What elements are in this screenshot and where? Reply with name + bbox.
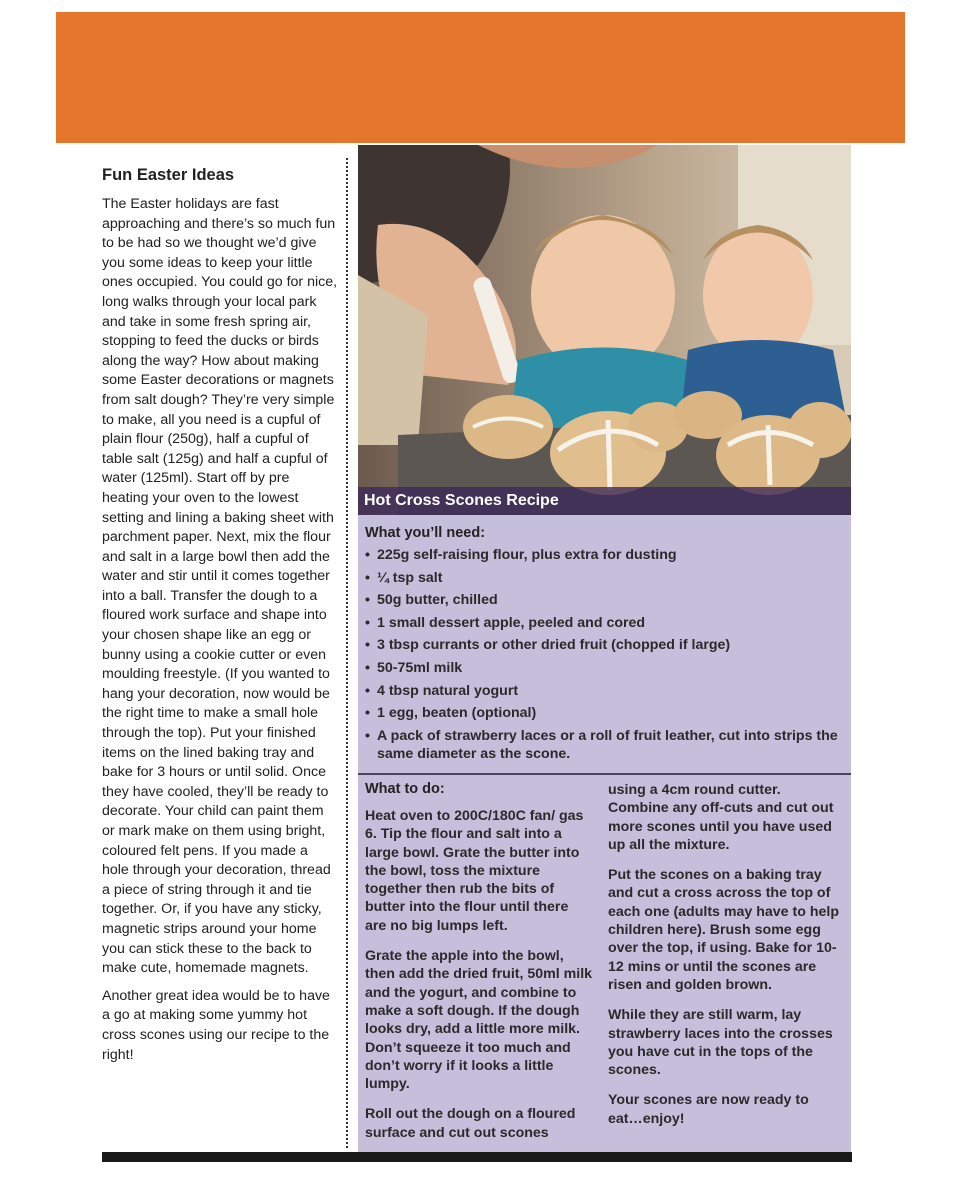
method-step: Heat oven to 200C/180C fan/ gas 6. Tip the flour and salt into a large bowl. Grate the butter into the bowl, toss the mixture together then rub the bits of butter into the flour until there are no big lumps left.: [365, 808, 584, 934]
recipe-title: Hot Cross Scones Recipe: [364, 492, 559, 509]
method-step: While they are still warm, lay strawberry laces into the crosses you have cut in the tops of the scones.: [608, 1007, 833, 1079]
recipe-box: [358, 515, 851, 1152]
method-step: Your scones are now ready to eat…enjoy!: [608, 1092, 809, 1127]
article-paragraph-closing: Another great idea would be to have a go at making some yummy hot cross scones using our recipe to the right!: [102, 987, 330, 1063]
method-step: Grate the apple into the bowl, then add the dried fruit, 50ml milk and the yogurt, and combine to make a soft dough. If the dough looks dry, add a little more milk. Don’t squeeze it too much and don’t worry if it looks a little lumpy.: [365, 948, 593, 1093]
method-step: Roll out the dough on a floured surface and cut out scones: [365, 1106, 576, 1141]
recipe-title-bar: [358, 487, 851, 515]
section-divider: [358, 773, 851, 775]
baking-photo-illustration: [358, 145, 851, 515]
ingredients-section: [365, 525, 843, 767]
article-column: [102, 166, 338, 1073]
method-step: using a 4cm round cutter. Combine any off-cuts and cut out more scones until you have used up all the mixture.: [608, 782, 834, 853]
method-column-left: [365, 781, 593, 1154]
header-banner: [56, 12, 905, 143]
ingredient-item: • 4 tbsp natural yogurt: [365, 682, 843, 700]
ingredient-item: • A pack of strawberry laces or a roll of fruit leather, cut into strips the same diameter as the scone.: [365, 727, 843, 763]
ingredients-list: [365, 546, 843, 763]
ingredient-item: • 50g butter, chilled: [365, 591, 843, 609]
baking-photo: [358, 145, 851, 515]
ingredient-item: • ¼ tsp salt: [365, 569, 843, 587]
ingredient-item: • 1 small dessert apple, peeled and cored: [365, 614, 843, 632]
ingredient-item: • 50-75ml milk: [365, 659, 843, 677]
ingredient-item: • 1 egg, beaten (optional): [365, 704, 843, 722]
method-heading: What to do:: [365, 781, 445, 797]
method-column-right: [608, 781, 844, 1140]
column-divider: [346, 158, 348, 1148]
ingredient-item: • 3 tbsp currants or other dried fruit (chopped if large): [365, 636, 843, 654]
article-title: Fun Easter Ideas: [102, 166, 235, 184]
ingredients-heading: What you’ll need:: [365, 525, 486, 541]
footer-bar: [102, 1152, 852, 1162]
ingredient-item: • 225g self-raising flour, plus extra for dusting: [365, 546, 843, 564]
article-paragraph: The Easter holidays are fast approaching and there’s so much fun to be had so we thought we’d give you some ideas to keep your little ones occupied. You could go for nice, long walks through your local park and take in some fresh spring air, stopping to feed the ducks or birds along the way? How about making some Easter decorations or magnets from salt dough? They’re very simple to make, all you need is a cupful of plain flour (250g), half a cupful of table salt (125g) and half a cupful of water (125ml). Start off by pre heating your oven to the lowest setting and lining a baking sheet with parchment paper. Next, mix the flour and salt in a large bowl then add the water and stir until it comes together into a ball. Transfer the dough to a floured work surface and shape into your chosen shape like an egg or bunny using a cookie cutter or even moulding freestyle. (If you wanted to hang your decoration, now would be the right time to make a small hole through the top). Put your finished items on the lined baking tray and bake for 3 hours or until solid. Once they have cooled, they’ll be ready to decorate. Your child can paint them or mark make on them using bright, coloured felt pens. If you made a hole through your decoration, thread a piece of string through it and tie together. Or, if you have any sticky, magnetic strips around your home you can stick these to the back to make cute, homemade magnets.: [102, 196, 338, 977]
method-step: Put the scones on a baking tray and cut a cross across the top of each one (adults may have to help children here). Brush some egg over the top, if using. Bake for 10-12 mins or until the scones are risen and golden brown.: [608, 867, 840, 993]
